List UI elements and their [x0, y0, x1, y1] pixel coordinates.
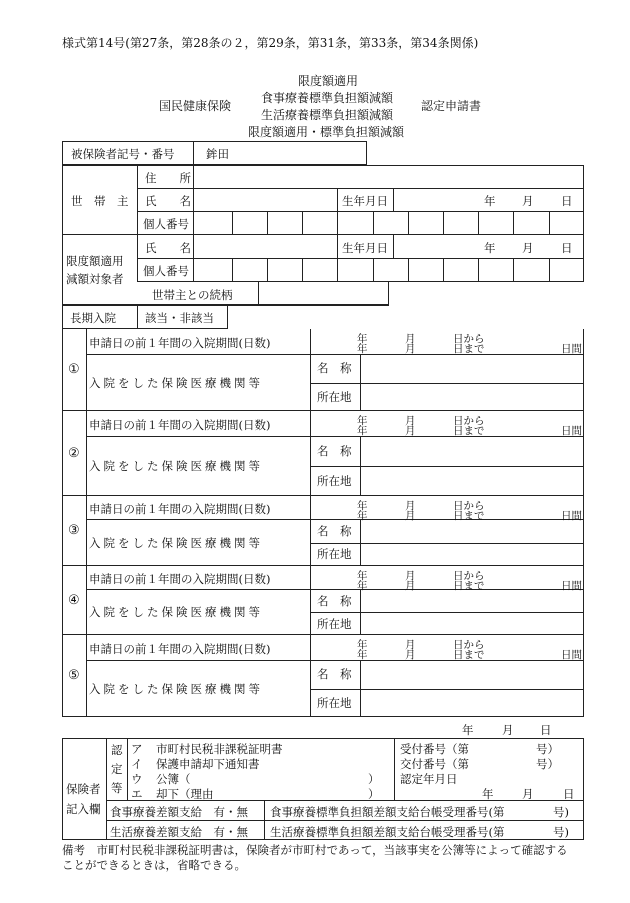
submit-day: 日: [540, 723, 552, 737]
to-label: 日まで: [453, 425, 485, 437]
hospitalization-number: ④: [68, 592, 80, 608]
target-label-2: 減額対象者: [66, 272, 124, 286]
living-ledger-suffix: 号): [553, 825, 569, 839]
option-text[interactable]: 却下（理由: [156, 787, 214, 801]
period-label: 申請日の前１年間の入院期間(日数): [89, 417, 271, 432]
institution-name-label: 名 称: [317, 667, 352, 682]
from-year: 年: [357, 639, 368, 651]
days-label: 日間: [561, 649, 582, 661]
to-label: 日まで: [453, 510, 485, 522]
target-birth-year: 年: [484, 241, 496, 255]
issue-label: 交付番号（第: [400, 757, 469, 771]
institution-label: 入院をした保険医療機関等: [89, 681, 263, 696]
from-year: 年: [357, 570, 368, 582]
from-month: 月: [405, 415, 416, 427]
days-label: 日間: [561, 343, 582, 355]
head-birth-month: 月: [522, 194, 534, 208]
address-label: 住 所: [145, 171, 191, 185]
approval-char: 等: [111, 781, 123, 795]
note-line-1: 備考 市町村民税非課税証明書は，保険者が市町村であって，当該事実を公簿等によって確認する: [62, 843, 568, 857]
long-term-value[interactable]: 該当・非該当: [145, 311, 214, 325]
long-term-label: 長期入院: [70, 311, 116, 325]
note-line-2: ことができるときは，省略できる。: [62, 858, 246, 872]
meal-ledger-suffix: 号): [553, 805, 569, 819]
option-text[interactable]: 保護申請却下通知書: [156, 757, 260, 771]
approval-char: 認: [111, 743, 123, 757]
from-month: 月: [405, 570, 416, 582]
institution-name-label: 名 称: [317, 523, 352, 538]
hospitalization-number: ③: [68, 523, 80, 538]
target-number-label: 個人番号: [143, 264, 189, 278]
title-option: 限度額適用・標準負担額減額: [248, 125, 405, 139]
option-text[interactable]: 公簿（: [156, 772, 191, 786]
meal-payment[interactable]: 食事療養差額支給 有・無: [110, 805, 248, 819]
head-number-label: 個人番号: [143, 217, 189, 231]
submit-year: 年: [462, 723, 474, 737]
to-month: 月: [405, 425, 416, 437]
approval-char: 定: [111, 762, 123, 776]
target-birth-day: 日: [561, 241, 573, 255]
head-birth-day: 日: [561, 194, 573, 208]
relation-label: 世帯主との続柄: [152, 288, 233, 302]
from-year: 年: [357, 500, 368, 512]
to-year: 年: [357, 425, 368, 437]
from-label: 日から: [453, 639, 485, 651]
from-month: 月: [405, 500, 416, 512]
option-letter: エ: [131, 787, 143, 801]
hospitalization-number: ⑤: [68, 668, 80, 683]
from-label: 日から: [453, 570, 485, 582]
from-label: 日から: [453, 500, 485, 512]
option-letter: ア: [131, 742, 143, 756]
title-option: 生活療養標準負担額減額: [261, 108, 394, 122]
to-month: 月: [405, 649, 416, 661]
from-month: 月: [405, 639, 416, 651]
living-ledger: 生活療養標準負担額差額支給台帳受理番号(第: [270, 825, 505, 839]
insurer-label-1: 保険者: [66, 782, 101, 796]
institution-location-label: 所在地: [317, 547, 352, 562]
option-suffix: ）: [368, 787, 380, 801]
submit-month: 月: [502, 723, 514, 737]
form-number: 様式第14号(第27条，第28条の２，第29条，第31条，第33条，第34条関係): [62, 36, 479, 50]
title-option: 限度額適用: [298, 74, 359, 88]
receipt-suffix: 号）: [536, 742, 559, 756]
meal-ledger: 食事療養標準負担額差額支給台帳受理番号(第: [270, 805, 505, 819]
living-payment[interactable]: 生活療養差額支給 有・無: [110, 825, 248, 839]
target-name-label: 氏 名: [145, 241, 191, 255]
hospitalization-number: ②: [68, 445, 80, 461]
to-year: 年: [357, 649, 368, 661]
approval-month: 月: [522, 787, 534, 801]
institution-location-label: 所在地: [317, 616, 352, 631]
institution-label: 入院をした保険医療機関等: [89, 375, 263, 390]
receipt-label: 受付番号（第: [400, 742, 469, 756]
title-left: 国民健康保険: [159, 99, 232, 113]
institution-location-label: 所在地: [317, 389, 352, 404]
period-label: 申請日の前１年間の入院期間(日数): [89, 571, 271, 586]
period-label: 申請日の前１年間の入院期間(日数): [89, 335, 271, 350]
institution-label: 入院をした保険医療機関等: [89, 535, 263, 550]
institution-label: 入院をした保険医療機関等: [89, 605, 263, 619]
head-birth-label: 生年月日: [342, 194, 388, 208]
to-month: 月: [405, 510, 416, 522]
institution-name-label: 名 称: [317, 444, 352, 458]
from-label: 日から: [453, 415, 485, 427]
target-birth-month: 月: [522, 241, 534, 255]
to-month: 月: [405, 580, 416, 592]
institution-location-label: 所在地: [317, 474, 352, 488]
days-label: 日間: [561, 580, 582, 592]
to-label: 日まで: [453, 343, 485, 355]
option-suffix: ）: [368, 772, 380, 786]
approval-date-label: 認定年月日: [400, 772, 458, 786]
period-label: 申請日の前１年間の入院期間(日数): [89, 501, 271, 516]
option-letter: イ: [131, 757, 143, 771]
to-label: 日まで: [453, 580, 485, 592]
insured-value[interactable]: 鉾田: [206, 147, 229, 161]
hospitalization-number: ①: [68, 362, 80, 377]
institution-label: 入院をした保険医療機関等: [89, 459, 263, 473]
option-text[interactable]: 市町村民税非課税証明書: [156, 742, 283, 756]
institution-name-label: 名 称: [317, 361, 352, 376]
to-label: 日まで: [453, 649, 485, 661]
days-label: 日間: [561, 425, 582, 437]
household-head-label: 世 帯 主: [71, 194, 129, 208]
title-right: 認定申請書: [421, 99, 482, 113]
to-month: 月: [405, 343, 416, 355]
approval-year: 年: [482, 787, 494, 801]
head-name-label: 氏 名: [145, 194, 191, 208]
to-year: 年: [357, 343, 368, 355]
option-letter: ウ: [131, 772, 143, 786]
approval-day: 日: [563, 787, 575, 801]
insured-label: 被保険者記号・番号: [71, 147, 175, 161]
from-year: 年: [357, 333, 368, 345]
period-label: 申請日の前１年間の入院期間(日数): [89, 641, 271, 656]
target-birth-label: 生年月日: [342, 241, 388, 255]
institution-location-label: 所在地: [317, 695, 352, 710]
from-label: 日から: [453, 333, 485, 345]
to-year: 年: [357, 510, 368, 522]
household-head-block: [62, 165, 584, 235]
target-label-1: 限度額適用: [66, 254, 124, 268]
institution-name-label: 名 称: [317, 593, 352, 608]
to-year: 年: [357, 580, 368, 592]
issue-suffix: 号）: [536, 757, 559, 771]
insurer-label-2: 記入欄: [66, 802, 101, 816]
head-birth-year: 年: [484, 194, 496, 208]
days-label: 日間: [561, 510, 582, 522]
title-option: 食事療養標準負担額減額: [261, 91, 394, 105]
from-month: 月: [405, 333, 416, 345]
from-year: 年: [357, 415, 368, 427]
